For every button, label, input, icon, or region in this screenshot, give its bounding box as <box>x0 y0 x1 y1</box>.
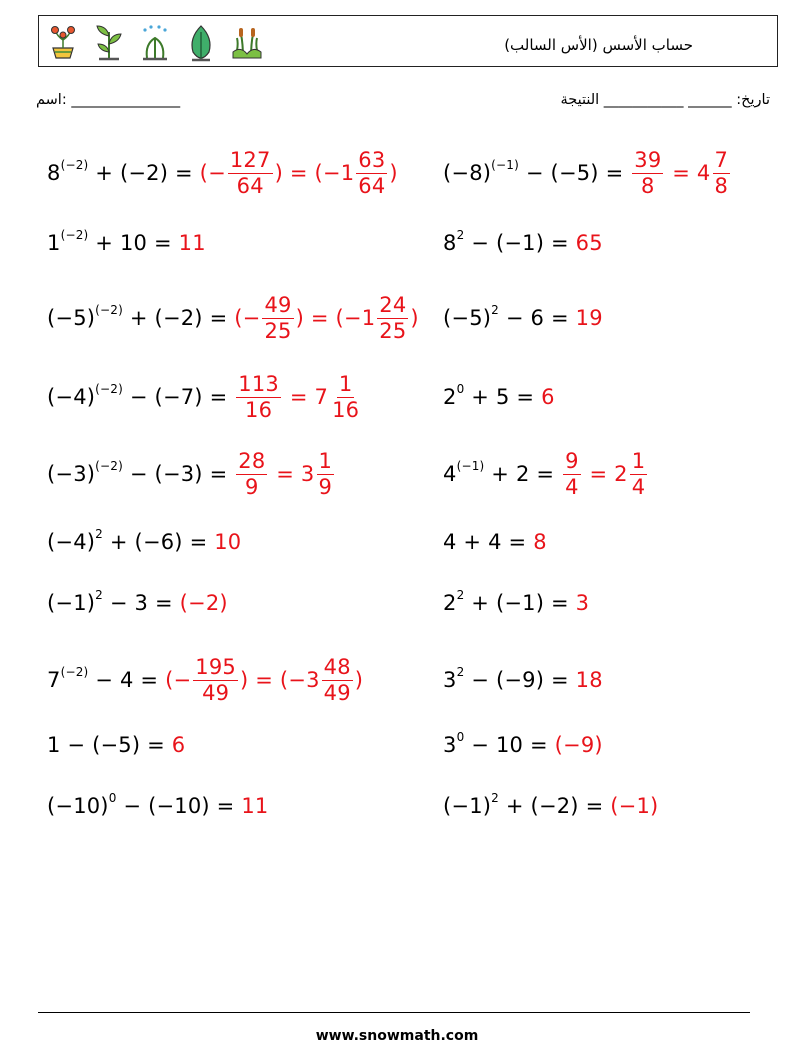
answer-suffix: ) <box>354 668 364 692</box>
problem-right-7 <box>443 583 589 623</box>
problem-left-9 <box>47 725 185 765</box>
answer-mixed-whole: = 3 <box>269 462 315 486</box>
problem-rest: − (−9) = <box>464 668 576 692</box>
footer-url: www.snowmath.com <box>315 1028 479 1044</box>
fraction-denominator: 16 <box>245 397 273 422</box>
answer-prefix: (− <box>165 668 192 692</box>
name-field <box>36 92 180 108</box>
answer <box>234 449 336 500</box>
problem-rest: + 2 = <box>484 462 562 486</box>
problem-base: (−10) <box>47 794 109 818</box>
problem-exponent: 0 <box>456 730 465 744</box>
problem-right-10 <box>443 786 658 826</box>
problem-base: 4 <box>443 462 457 486</box>
fraction-denominator: 64 <box>236 173 264 198</box>
answer <box>165 655 363 706</box>
problem-exponent: 2 <box>95 527 103 541</box>
answer-mixed-whole: = 2 <box>582 462 628 486</box>
problem-base: 8 <box>47 161 61 185</box>
problem-base: 1 <box>47 231 61 255</box>
problem-right-6 <box>443 522 547 562</box>
problem-rest: + 5 = <box>464 385 542 409</box>
fraction-numerator: 127 <box>229 147 271 172</box>
problem-left-6 <box>47 522 241 562</box>
problem-base: (−5) <box>47 306 96 330</box>
header-icons <box>45 20 265 64</box>
problem-exponent: 2 <box>95 588 103 602</box>
seedling-icon <box>91 22 127 62</box>
answer-prefix: (− <box>199 161 226 185</box>
problem-left-7 <box>47 583 228 623</box>
answer-suffix: ) <box>410 306 419 330</box>
problem-right-4 <box>443 377 555 417</box>
answer: 19 <box>575 306 603 330</box>
fraction-numerator: 39 <box>634 147 662 172</box>
fraction-numerator: 24 <box>379 292 407 317</box>
date-label: تاريخ: <box>736 92 770 108</box>
fraction <box>236 449 267 500</box>
fraction-denominator: 49 <box>202 680 230 705</box>
answer: 3 <box>575 591 590 615</box>
problem-exponent: 2 <box>456 588 465 602</box>
problem-base: 2 <box>443 591 457 615</box>
problem-exponent: 2 <box>491 303 499 317</box>
problem-exponent: 0 <box>456 382 465 396</box>
answer-mixed-whole: = 7 <box>282 385 329 409</box>
problem-exponent: (−2) <box>95 382 124 396</box>
fraction-numerator: 1 <box>318 448 333 473</box>
problem-base: 8 <box>443 231 457 255</box>
problem-rest: + (−2) = <box>499 794 611 818</box>
name-label: اسم: <box>36 92 67 108</box>
footer-divider <box>38 1012 750 1013</box>
answer-suffix: ) <box>389 161 398 185</box>
problem-exponent: 0 <box>108 791 117 805</box>
fraction <box>630 449 648 500</box>
problem-right-1 <box>443 147 732 198</box>
result-line: ___________ <box>603 92 684 108</box>
problem-rest: + (−1) = <box>464 591 576 615</box>
answer: (−2) <box>179 591 228 615</box>
fraction-denominator: 4 <box>565 474 579 499</box>
date-result-field <box>560 92 770 108</box>
fraction-denominator: 25 <box>379 318 407 343</box>
fraction-denominator: 4 <box>631 474 646 499</box>
problem-left-2 <box>47 223 206 263</box>
problem-rest: + (−2) = <box>88 161 200 185</box>
problem-exponent: 2 <box>491 791 499 805</box>
date-line: ______ <box>688 92 732 108</box>
fraction-numerator: 48 <box>323 654 351 679</box>
problem-rest: − 4 = <box>88 668 166 692</box>
answer <box>630 148 732 199</box>
fraction <box>377 293 408 344</box>
problem-left-8 <box>47 654 364 705</box>
fraction <box>330 372 361 423</box>
problem-base: (−1) <box>443 794 492 818</box>
problem-rest: + 10 = <box>88 231 179 255</box>
worksheet-header <box>38 15 778 67</box>
answer: 11 <box>178 231 206 255</box>
problem-base: (−8) <box>443 161 492 185</box>
problem-right-5 <box>443 448 649 499</box>
fraction-denominator: 8 <box>714 173 729 198</box>
answer-mixed-whole: ) = (−1 <box>295 306 376 330</box>
fraction-numerator: 28 <box>238 448 266 473</box>
fraction <box>322 655 353 706</box>
leaf-icon <box>183 22 219 62</box>
fraction-numerator: 113 <box>238 371 279 396</box>
fraction-numerator: 7 <box>714 147 729 172</box>
problem-exponent: (−2) <box>95 303 124 317</box>
answer: 10 <box>214 530 242 554</box>
problem-left-10 <box>47 786 268 826</box>
problem-base: 3 <box>443 733 457 757</box>
problem-base: 7 <box>47 668 61 692</box>
problem-base: (−3) <box>47 462 96 486</box>
answer <box>200 148 398 199</box>
problem-exponent: (−2) <box>95 459 124 473</box>
fraction-denominator: 9 <box>318 474 333 499</box>
fraction <box>563 449 581 500</box>
problem-rest: − 3 = <box>103 591 180 615</box>
fraction <box>236 372 281 423</box>
fraction <box>356 148 387 199</box>
answer <box>234 372 363 423</box>
fraction-denominator: 64 <box>358 173 386 198</box>
problem-rest: − (−1) = <box>464 231 576 255</box>
problem-exponent: (−1) <box>456 459 485 473</box>
problem-right-8 <box>443 660 603 700</box>
reeds-icon <box>229 22 265 62</box>
answer: 6 <box>171 733 186 757</box>
fraction-numerator: 1 <box>631 448 646 473</box>
answer: 11 <box>241 794 269 818</box>
problem-base: (−4) <box>47 385 96 409</box>
problem-left-5 <box>47 448 336 499</box>
fraction-numerator: 49 <box>264 292 292 317</box>
fraction <box>228 148 273 199</box>
problem-rest: − 10 = <box>464 733 555 757</box>
answer-mixed-whole: = 4 <box>665 161 711 185</box>
fraction <box>262 293 293 344</box>
fraction-numerator: 1 <box>338 371 353 396</box>
answer: 8 <box>533 530 547 554</box>
problem-exponent: (−2) <box>60 158 89 172</box>
problem-right-3 <box>443 298 603 338</box>
watering-plant-icon <box>137 22 173 62</box>
answer-prefix: (− <box>234 306 261 330</box>
problem-right-9 <box>443 725 603 765</box>
problem-exponent: (−2) <box>60 228 89 242</box>
fraction-numerator: 195 <box>195 654 236 679</box>
problem-right-2 <box>443 223 603 263</box>
problem-left-3 <box>47 292 419 343</box>
fraction-denominator: 16 <box>332 397 360 422</box>
problem-rest: 1 − (−5) = <box>47 733 172 757</box>
worksheet-title: حساب الأسس (الأس السالب) <box>504 36 693 54</box>
problem-rest: − (−3) = <box>123 462 235 486</box>
problem-rest: − (−7) = <box>123 385 235 409</box>
fraction <box>632 148 663 199</box>
answer: 65 <box>575 231 603 255</box>
problem-base: (−1) <box>47 591 96 615</box>
fraction-denominator: 9 <box>245 474 259 499</box>
problem-left-1 <box>47 147 398 198</box>
problem-exponent: (−2) <box>60 665 89 679</box>
fraction-denominator: 49 <box>323 680 351 705</box>
problem-base: (−4) <box>47 530 96 554</box>
problem-exponent: (−1) <box>491 158 520 172</box>
answer: (−1) <box>610 794 659 818</box>
problem-rest: 4 + 4 = <box>443 530 534 554</box>
fraction <box>193 655 238 706</box>
potted-flowers-icon <box>45 22 81 62</box>
answer: 18 <box>575 668 603 692</box>
problem-base: 2 <box>443 385 457 409</box>
answer-mixed-whole: ) = (−1 <box>274 161 355 185</box>
problem-rest: + (−6) = <box>103 530 215 554</box>
problem-base: 3 <box>443 668 457 692</box>
problem-rest: + (−2) = <box>123 306 235 330</box>
name-line: _______________ <box>71 92 181 108</box>
fraction <box>713 148 731 199</box>
answer-mixed-whole: ) = (−3 <box>239 668 320 692</box>
result-label: النتيجة <box>560 92 600 108</box>
problem-base: (−5) <box>443 306 492 330</box>
answer: 6 <box>541 385 555 409</box>
fraction-denominator: 25 <box>264 318 292 343</box>
answer: (−9) <box>554 733 603 757</box>
problem-exponent: 2 <box>456 228 465 242</box>
problem-rest: − (−5) = <box>519 161 631 185</box>
answer <box>234 293 419 344</box>
problem-rest: − (−10) = <box>116 794 242 818</box>
fraction <box>317 449 335 500</box>
answer <box>561 449 649 500</box>
fraction-numerator: 9 <box>565 448 579 473</box>
problem-left-4 <box>47 371 363 422</box>
fraction-denominator: 8 <box>641 173 655 198</box>
problem-rest: − 6 = <box>499 306 576 330</box>
problem-exponent: 2 <box>456 665 465 679</box>
fraction-numerator: 63 <box>358 147 386 172</box>
